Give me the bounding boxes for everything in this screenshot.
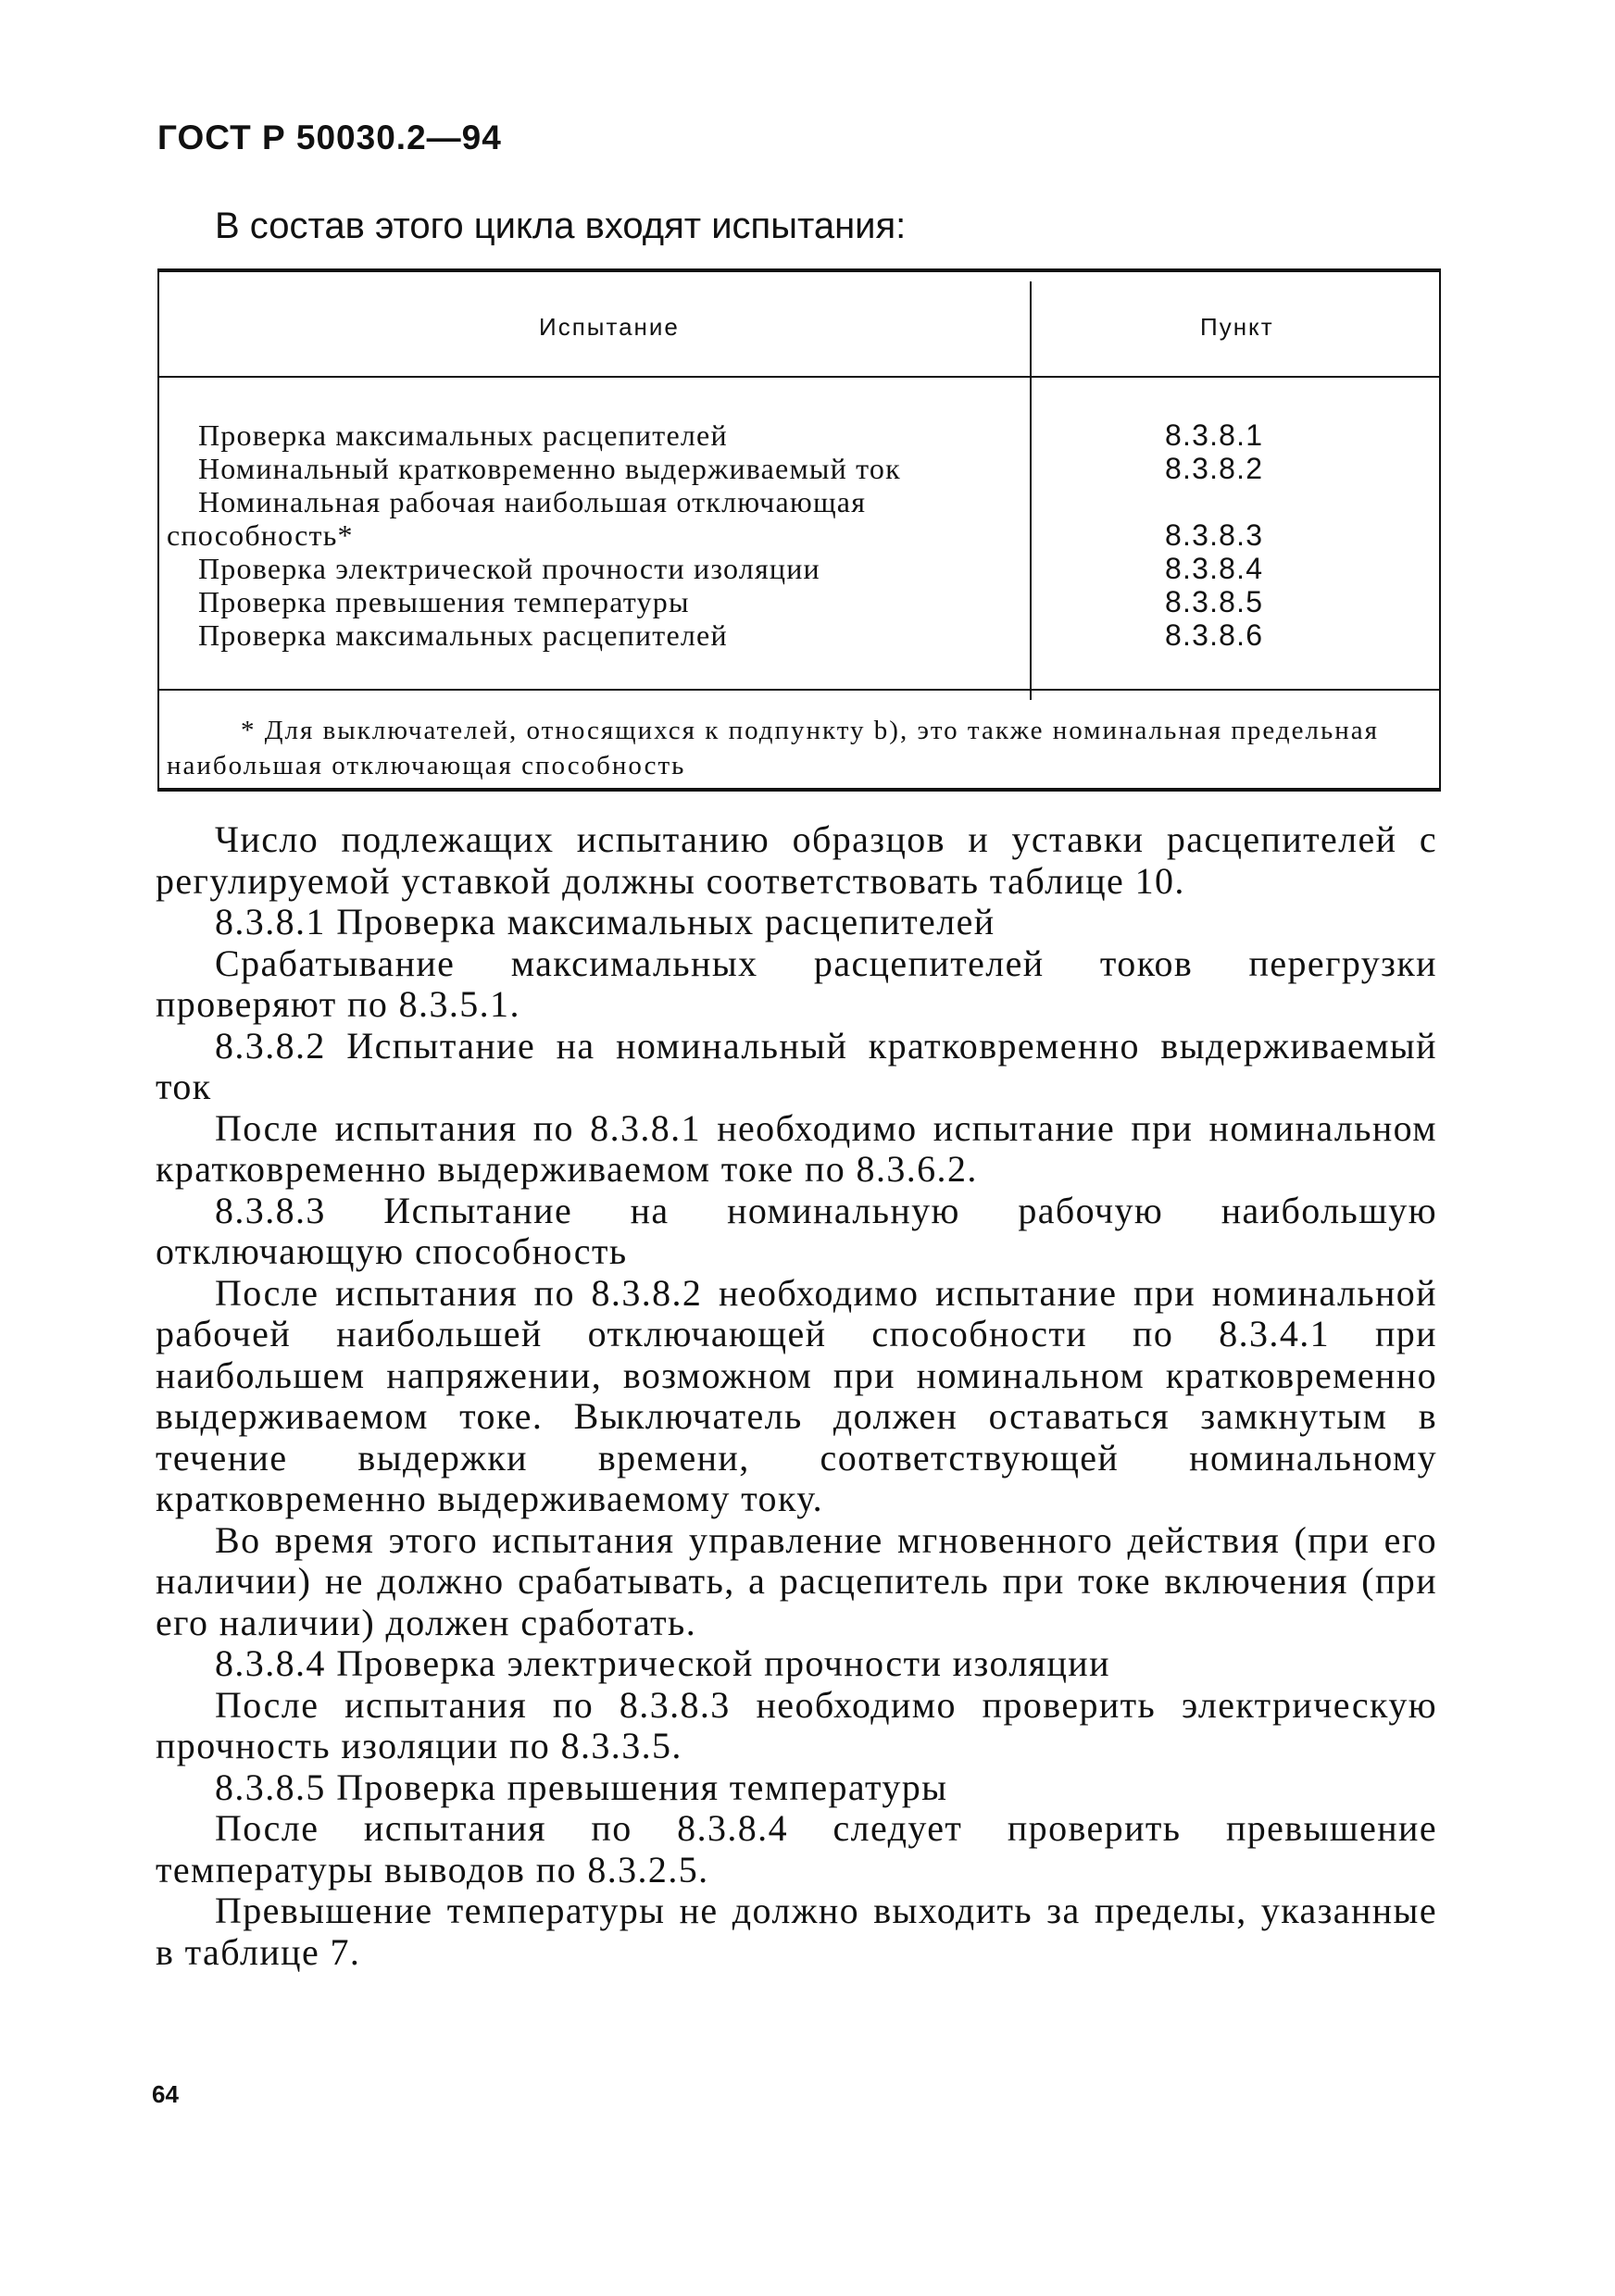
test-clause: 8.3.8.3 [1165, 518, 1264, 552]
test-name: Проверка электрической прочности изоляции [198, 552, 820, 585]
test-name: Проверка максимальных расцепителей [198, 418, 728, 452]
table-row [157, 618, 1441, 652]
section-heading: 8.3.8.4 Проверка электрической прочности изоляции [215, 1642, 1110, 1684]
table-body-bottom-rule [157, 689, 1441, 691]
table-footnote [167, 713, 1426, 783]
paragraph: Срабатывание максимальных расцепителей токов перегрузки проверяют по 8.3.5.1. [156, 942, 1437, 1025]
test-name: Номинальная рабочая наибольшая отключающая [198, 485, 867, 518]
test-name: Проверка максимальных расцепителей [198, 618, 728, 652]
table-header-rule [157, 376, 1441, 378]
test-name: способность* [167, 518, 354, 552]
paragraph: После испытания по 8.3.8.2 необходимо испытание при номинальной рабочей наибольшей отключающей способности по 8.3.4.1 при наибольшем напряжении, возможном при номинальном кратковременно выдерживаемом токе. Выключатель должен оставаться замкнутым в течение выдержки времени, соответствующей номинальному кратковременно выдерживаемому току. [156, 1271, 1437, 1519]
table-row [157, 552, 1441, 585]
tests-table [157, 268, 1441, 792]
section-heading: 8.3.8.3 Испытание на номинальную рабочую наибольшую отключающую способность [156, 1189, 1437, 1272]
body-text [156, 819, 1437, 1973]
paragraph: После испытания по 8.3.8.3 необходимо проверить электрическую прочность изоляции по 8.3.3.5. [156, 1683, 1437, 1766]
paragraph: После испытания по 8.3.8.1 необходимо испытание при номинальном кратковременно выдерживаемом токе по 8.3.6.2. [156, 1106, 1437, 1190]
test-clause: 8.3.8.4 [1165, 552, 1264, 585]
section-heading: 8.3.8.1 Проверка максимальных расцепителей [215, 901, 995, 942]
table-top-rule [157, 268, 1441, 272]
test-clause: 8.3.8.6 [1165, 618, 1264, 652]
footnote-text: * Для выключателей, относящихся к подпункту b), это также номинальная предельная наибольшая отключающая способность [167, 716, 1379, 780]
section-heading: 8.3.8.2 Испытание на номинальный кратковременно выдерживаемый ток [156, 1024, 1437, 1107]
test-name: Проверка превышения температуры [198, 585, 690, 618]
paragraph: После испытания по 8.3.8.4 следует проверить превышение температуры выводов по 8.3.2.5. [156, 1807, 1437, 1890]
table-row [157, 518, 1441, 552]
table-row [157, 418, 1441, 452]
page-number: 64 [152, 2080, 179, 2108]
table-row [157, 485, 1441, 518]
paragraph: Превышение температуры не должно выходить за пределы, указанные в таблице 7. [156, 1890, 1437, 1973]
test-clause: 8.3.8.5 [1165, 585, 1264, 618]
test-clause: 8.3.8.1 [1165, 418, 1264, 452]
test-name: Номинальный кратковременно выдерживаемый ток [198, 452, 901, 485]
paragraph: Во время этого испытания управление мгновенного действия (при его наличии) не должно срабатывать, а расцепитель при токе включения (при его наличии) должен сработать. [156, 1518, 1437, 1643]
table-row [157, 452, 1441, 485]
column-header-clause: Пункт [1200, 313, 1274, 341]
test-clause: 8.3.8.2 [1165, 452, 1264, 485]
intro-text: В состав этого цикла входят испытания: [215, 206, 907, 246]
table-bottom-rule [157, 788, 1441, 792]
section-heading: 8.3.8.5 Проверка превышения температуры [215, 1766, 948, 1808]
column-header-test: Испытание [539, 313, 680, 341]
paragraph: Число подлежащих испытанию образцов и уставки расцепителей с регулируемой уставкой должны соответствовать таблице 10. [156, 818, 1437, 902]
table-row [157, 585, 1441, 618]
document-code-header: ГОСТ Р 50030.2—94 [157, 119, 502, 156]
